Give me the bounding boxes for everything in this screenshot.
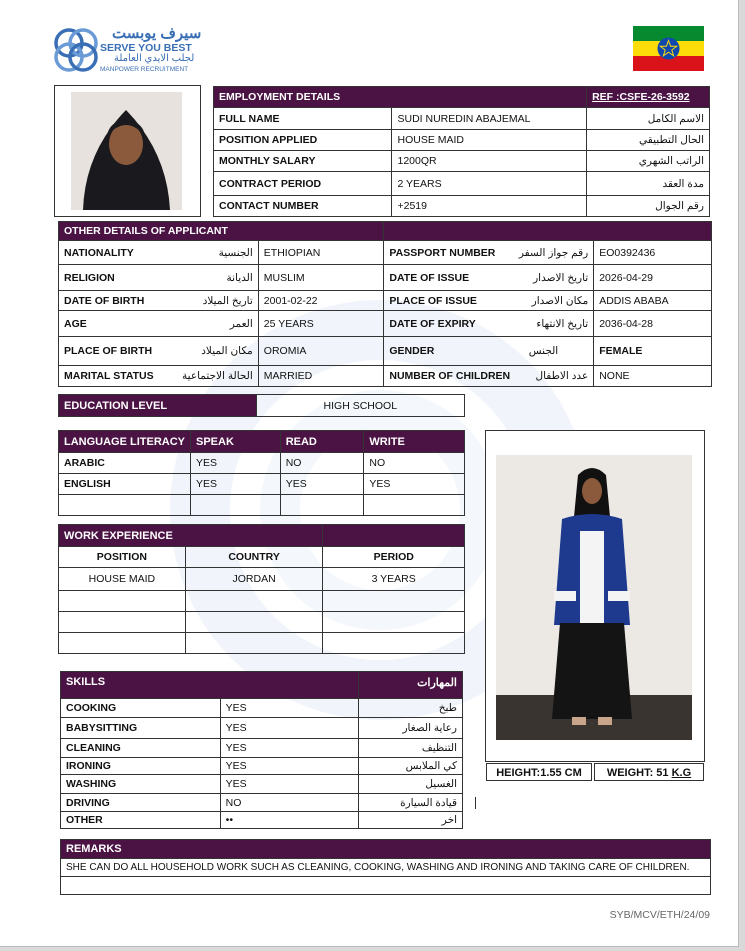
portrait-photo <box>71 92 182 210</box>
skill-row <box>61 699 463 718</box>
remarks-header: REMARKS <box>61 840 711 859</box>
passport-number-arabic: رقم جواز السفر <box>518 246 589 259</box>
contact-number-label: CONTACT NUMBER <box>214 196 392 217</box>
skill-label: WASHING <box>61 775 221 794</box>
table-row <box>59 633 465 654</box>
skills-header-arabic: المهارات <box>359 672 463 699</box>
place-of-birth-arabic: مكان الميلاد <box>201 345 253 357</box>
work-experience-table <box>58 524 465 654</box>
text-cursor-mark <box>475 797 476 809</box>
logo-sub-arabic: لجلب الايدي العاملة <box>114 53 195 64</box>
place-of-birth-value: OROMIA <box>258 337 384 366</box>
table-row <box>59 591 465 612</box>
language-table <box>58 430 465 516</box>
work-position: HOUSE MAID <box>59 568 186 591</box>
speak-value: YES <box>191 453 281 474</box>
contract-period-value: 2 YEARS <box>392 172 587 196</box>
skill-value: YES <box>220 699 359 718</box>
place-of-issue-value: ADDIS ABABA <box>594 291 712 311</box>
date-of-birth-arabic: تاريخ الميلاد <box>202 294 253 307</box>
country-column-header: COUNTRY <box>185 547 323 568</box>
skill-arabic: طبخ <box>359 699 463 718</box>
monthly-salary-value: 1200QR <box>392 151 587 172</box>
other-details-row <box>59 241 712 265</box>
contract-period-label: CONTRACT PERIOD <box>214 172 392 196</box>
table-row <box>59 495 465 516</box>
skill-arabic: الغسيل <box>359 775 463 794</box>
education-level-value: HIGH SCHOOL <box>256 395 464 417</box>
skill-arabic: رعاية الصغار <box>359 718 463 739</box>
skill-row <box>61 794 463 812</box>
period-column-header: PERIOD <box>323 547 465 568</box>
employment-details-header: EMPLOYMENT DETAILS <box>214 87 587 108</box>
nationality-label: NATIONALITY <box>64 246 134 259</box>
skill-value: NO <box>220 794 359 812</box>
work-country: JORDAN <box>185 568 323 591</box>
other-details-row <box>59 337 712 366</box>
read-header: READ <box>280 431 364 453</box>
place-of-issue-arabic: مكان الاصدار <box>531 294 589 307</box>
contact-number-arabic: رقم الجوال <box>587 196 710 217</box>
date-of-expiry-label: DATE OF EXPIRY <box>389 317 476 330</box>
logo-name: SERVE YOU BEST <box>100 42 192 54</box>
height-value: HEIGHT:1.55 CM <box>486 763 592 781</box>
date-of-issue-arabic: تاريخ الاصدار <box>533 271 589 284</box>
position-applied-label: POSITION APPLIED <box>214 130 392 151</box>
company-logo <box>52 26 202 76</box>
number-of-children-arabic: عدد الاطفال <box>535 370 589 382</box>
date-of-issue-label: DATE OF ISSUE <box>389 271 470 284</box>
education-level-label: EDUCATION LEVEL <box>59 395 257 417</box>
weight-number: WEIGHT: 51 <box>606 767 672 779</box>
place-of-birth-label: PLACE OF BIRTH <box>64 345 153 357</box>
speak-header: SPEAK <box>191 431 281 453</box>
remarks-table <box>60 839 711 895</box>
write-header: WRITE <box>364 431 465 453</box>
passport-number-label: PASSPORT NUMBER <box>389 246 496 259</box>
skills-header: SKILLS <box>61 672 359 699</box>
religion-label: RELIGION <box>64 271 115 284</box>
other-details-row <box>59 366 712 387</box>
logo-arabic: سيرف يوبست <box>112 25 202 42</box>
weight-value <box>594 763 704 781</box>
nationality-arabic: الجنسية <box>218 246 253 259</box>
employment-details-table <box>213 86 710 217</box>
logo-sub: MANPOWER RECRUITMENT <box>100 66 189 73</box>
table-row <box>59 474 465 495</box>
full-name-value: SUDI NUREDIN ABAJEMAL <box>392 108 587 130</box>
skill-value: YES <box>220 775 359 794</box>
skill-value: YES <box>220 739 359 758</box>
gender-arabic: الجنس <box>528 345 559 357</box>
contact-number-value: +2519 <box>392 196 587 217</box>
skill-value: YES <box>220 758 359 775</box>
logo-rings-icon <box>52 26 100 74</box>
weight-unit: K.G <box>671 767 692 779</box>
position-column-header: POSITION <box>59 547 186 568</box>
table-row <box>59 612 465 633</box>
skill-label: BABYSITTING <box>61 718 221 739</box>
position-applied-value: HOUSE MAID <box>392 130 587 151</box>
read-value: NO <box>280 453 364 474</box>
table-row <box>59 453 465 474</box>
ethiopia-flag-icon <box>633 26 704 71</box>
religion-value: MUSLIM <box>258 265 384 291</box>
position-applied-arabic: الحال التطبيقي <box>587 130 710 151</box>
language-literacy-header: LANGUAGE LITERACY <box>59 431 191 453</box>
date-of-expiry-value: 2036-04-28 <box>594 311 712 337</box>
place-of-issue-label: PLACE OF ISSUE <box>389 294 477 307</box>
write-value: NO <box>364 453 465 474</box>
number-of-children-value: NONE <box>594 366 712 387</box>
date-of-birth-label: DATE OF BIRTH <box>64 294 145 307</box>
skill-value: YES <box>220 718 359 739</box>
age-arabic: العمر <box>229 317 253 330</box>
work-period: 3 YEARS <box>323 568 465 591</box>
skill-row <box>61 739 463 758</box>
skill-label: DRIVING <box>61 794 221 812</box>
other-details-header: OTHER DETAILS OF APPLICANT <box>59 222 384 241</box>
skill-label: COOKING <box>61 699 221 718</box>
work-experience-header: WORK EXPERIENCE <box>59 525 323 547</box>
document-code: SYB/MCV/ETH/24/09 <box>609 909 710 921</box>
age-label: AGE <box>64 317 87 330</box>
gender-value: FEMALE <box>594 337 712 366</box>
monthly-salary-arabic: الراتب الشهري <box>587 151 710 172</box>
language-name: ARABIC <box>59 453 191 474</box>
gender-label: GENDER <box>389 345 435 357</box>
religion-arabic: الديانة <box>226 271 253 284</box>
full-name-arabic: الاسم الكامل <box>587 108 710 130</box>
full-body-photo <box>496 455 692 740</box>
skill-row <box>61 758 463 775</box>
language-name: ENGLISH <box>59 474 191 495</box>
skill-label: OTHER <box>61 812 221 829</box>
skill-row <box>61 718 463 739</box>
skill-arabic: قيادة السيارة <box>359 794 463 812</box>
read-value: YES <box>280 474 364 495</box>
age-value: 25 YEARS <box>258 311 384 337</box>
other-details-row <box>59 311 712 337</box>
skill-label: IRONING <box>61 758 221 775</box>
date-of-issue-value: 2026-04-29 <box>594 265 712 291</box>
speak-value: YES <box>191 474 281 495</box>
other-details-row <box>59 265 712 291</box>
date-of-expiry-arabic: تاريخ الانتهاء <box>536 317 589 330</box>
number-of-children-label: NUMBER OF CHILDREN <box>389 370 511 382</box>
portrait-photo-frame <box>54 85 201 217</box>
nationality-value: ETHIOPIAN <box>258 241 384 265</box>
marital-status-arabic: الحالة الاجتماعية <box>182 370 253 382</box>
full-name-label: FULL NAME <box>214 108 392 130</box>
other-details-table <box>58 221 712 387</box>
reference-number: REF :CSFE-26-3592 <box>587 87 710 108</box>
education-table <box>58 394 465 417</box>
table-row <box>59 568 465 591</box>
skill-value: •• <box>220 812 359 829</box>
remarks-text: SHE CAN DO ALL HOUSEHOLD WORK SUCH AS CLEANING, COOKING, WASHING AND IRONING AND TAKING CARE OF CHILDREN. <box>61 859 711 877</box>
marital-status-value: MARRIED <box>258 366 384 387</box>
skill-label: CLEANING <box>61 739 221 758</box>
skills-table <box>60 671 463 829</box>
contract-period-arabic: مدة العقد <box>587 172 710 196</box>
write-value: YES <box>364 474 465 495</box>
other-details-row <box>59 291 712 311</box>
passport-number-value: EO0392436 <box>594 241 712 265</box>
date-of-birth-value: 2001-02-22 <box>258 291 384 311</box>
skill-arabic: اخر <box>359 812 463 829</box>
skill-arabic: التنظيف <box>359 739 463 758</box>
full-body-photo-frame <box>485 430 705 779</box>
monthly-salary-label: MONTHLY SALARY <box>214 151 392 172</box>
skill-row <box>61 812 463 829</box>
skill-arabic: كي الملابس <box>359 758 463 775</box>
skill-row <box>61 775 463 794</box>
marital-status-label: MARITAL STATUS <box>64 370 154 382</box>
